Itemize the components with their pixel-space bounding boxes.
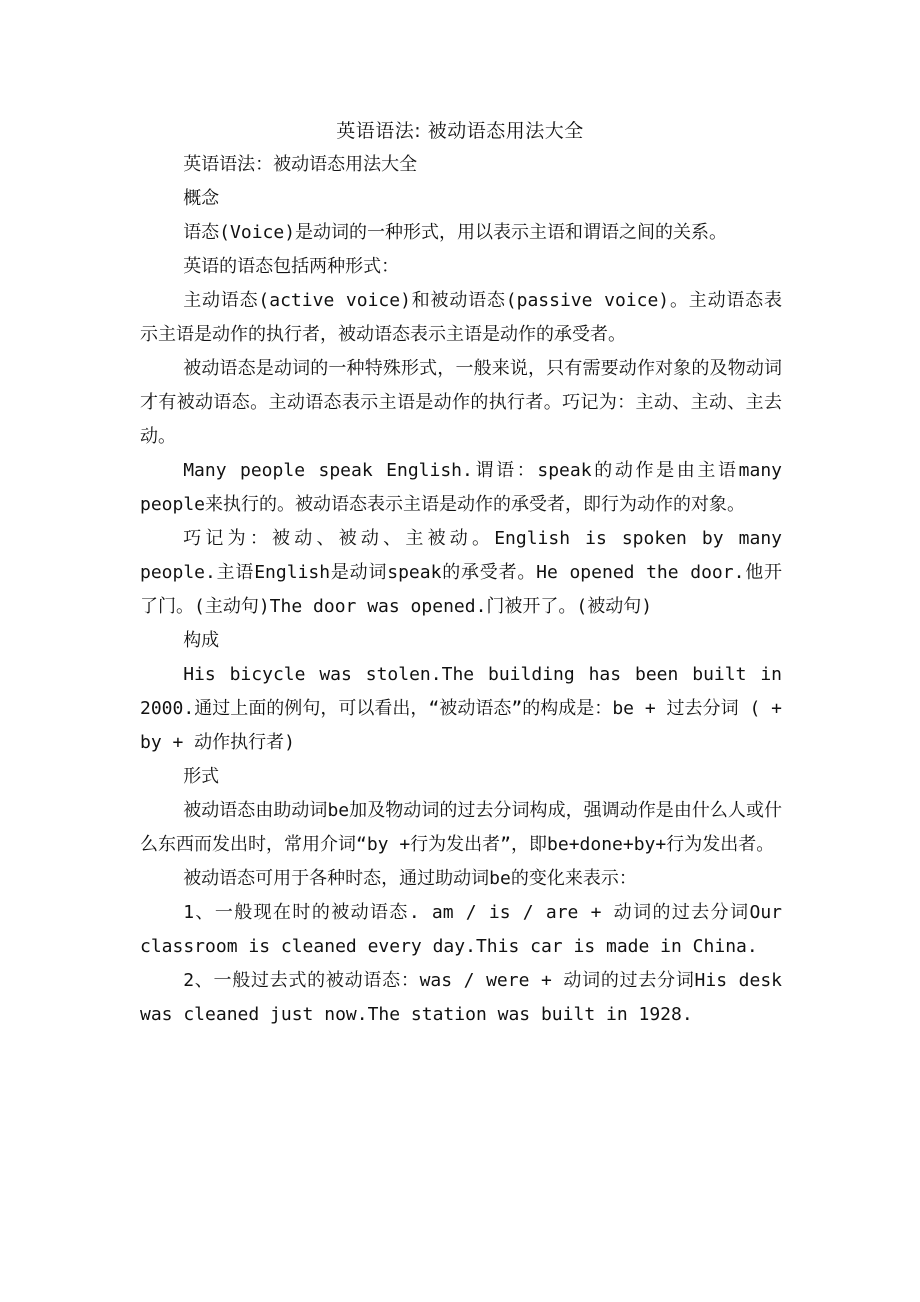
paragraph: His bicycle was stolen.The building has been built in 2000.通过上面的例句，可以看出，“被动语态”的构成是：be + 过去分词 ( + by + 动作执行者) [140,664,782,753]
section-heading-form: 形式 [183,766,220,787]
paragraph-subtitle: 英语语法：被动语态用法大全 [183,154,418,175]
paragraph: 2、一般过去式的被动语态：was / were + 动词的过去分词His desk was cleaned just now.The station was built in 1928. [140,970,782,1025]
section-heading-concept: 概念 [183,188,220,209]
paragraph: Many people speak English.谓语：speak的动作是由主语many people来执行的。被动语态表示主语是动作的承受者，即行为动作的对象。 [140,460,782,515]
paragraph: 主动语态(active voice)和被动语态(passive voice)。主动语态表示主语是动作的执行者，被动语态表示主语是动作的承受者。 [140,290,782,345]
paragraph: 1、一般现在时的被动语态. am / is / are + 动词的过去分词Our classroom is cleaned every day.This car is made in China. [140,902,782,957]
document-title: 英语语法: 被动语态用法大全 [336,120,584,142]
paragraph: 被动语态是动词的一种特殊形式，一般来说，只有需要动作对象的及物动词才有被动语态。主动语态表示主语是动作的执行者。巧记为：主动、主动、主去动。 [140,358,782,447]
paragraph: 被动语态由助动词be加及物动词的过去分词构成，强调动作是由什么人或什么东西而发出时，常用介词“by +行为发出者”，即be+done+by+行为发出者。 [140,800,782,855]
section-heading-structure: 构成 [183,630,220,651]
paragraph: 英语的语态包括两种形式： [183,256,400,277]
document-body [140,148,782,1032]
paragraph: 被动语态可用于各种时态，通过助动词be的变化来表示： [183,868,637,889]
paragraph: 语态(Voice)是动词的一种形式，用以表示主语和谓语之间的关系。 [183,222,728,243]
paragraph: 巧记为：被动、被动、主被动。English is spoken by many people.主语English是动词speak的承受者。He opened the door.他开了门。(主动句)The door was opened.门被开了。(被动句) [140,528,782,617]
